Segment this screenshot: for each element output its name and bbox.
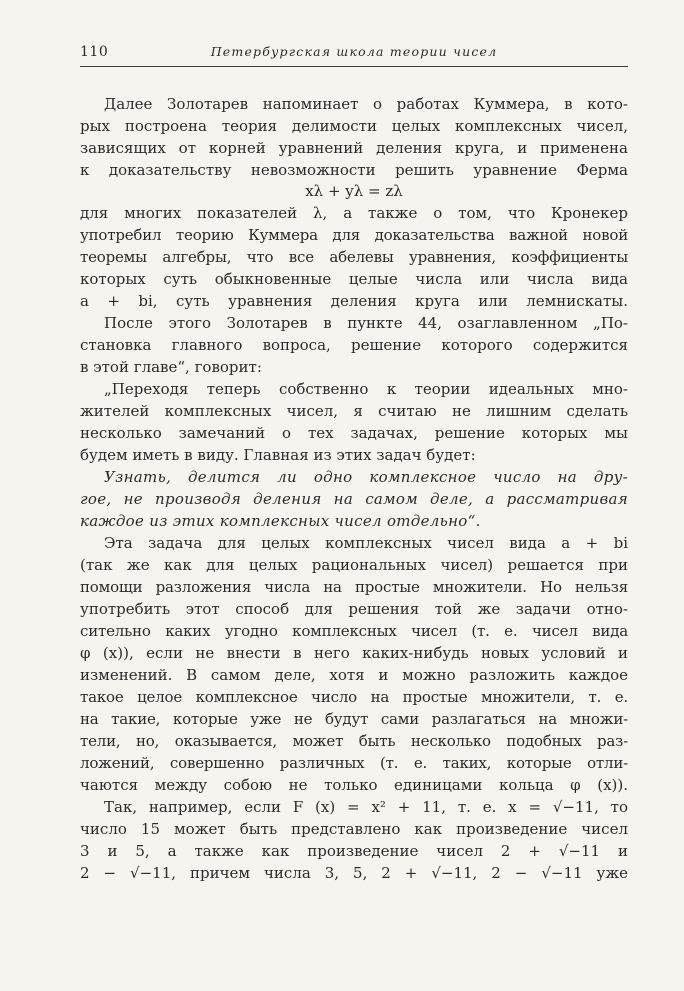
quote-line: жителей комплексных чисел, я считаю не лишним сделать [80,402,628,420]
running-title: Петербургская школа теории чисел [210,44,498,59]
text-line: на такие, которые уже не будут сами разлагаться на множи- [80,710,628,728]
text-line: После этого Золотарев в пункте 44, озаглавленном „По- [104,314,628,332]
text-line: a + bi, суть уравнения деления круга или лемнискаты. [80,292,628,310]
text-line: ложений, совершенно различных (т. е. таких, которые отли- [80,754,628,772]
text-line: 2 − √−11, причем числа 3, 5, 2 + √−11, 2 − √−11 уже [80,864,628,882]
text-line: чаются между собою не только единицами кольца φ (x)). [80,776,628,794]
italic-quote-line: Узнать, делится ли одно комплексное число на дру- [104,468,628,486]
text-line: в этой главе“, говорит: [80,358,262,376]
text-line: φ (x)), если не внести в него каких-нибудь новых условий и [80,644,628,662]
text-line: помощи разложения числа на простые множители. Но нельзя [80,578,628,596]
quote-line: „Переходя теперь собственно к теории идеальных мно- [104,380,628,398]
text-line: теоремы алгебры, что все абелевы уравнения, коэффициенты [80,248,628,266]
text-line: число 15 может быть представлено как произведение чисел [80,820,628,838]
text-line: Так, например, если F (x) = x² + 11, т. е. x = √−11, то [104,798,628,816]
text-line: сительно каких угодно комплексных чисел (т. е. чисел вида [80,622,628,640]
header-rule [80,66,628,67]
text-line: становка главного вопроса, решение которого содержится [80,336,628,354]
quote-line: несколько замечаний о тех задачах, решение которых мы [80,424,628,442]
text-line: такое целое комплексное число на простые множители, т. е. [80,688,628,706]
page-number: 110 [80,44,109,60]
formula-fermat: xλ + yλ = zλ [305,182,403,200]
text-line: 3 и 5, а также как произведение чисел 2 + √−11 и [80,842,628,860]
text-line: употребил теорию Куммера для доказательства важной новой [80,226,628,244]
text-line: Далее Золотарев напоминает о работах Куммера, в кото- [104,95,628,113]
text-line: употребить этот способ для решения той же задачи отно- [80,600,628,618]
text-line: к доказательству невозможности решить уравнение Ферма [80,161,628,179]
text-line: для многих показателей λ, а также о том, что Кронекер [80,204,628,222]
text-line: рых построена теория делимости целых комплексных чисел, [80,117,628,135]
text-line: зависящих от корней уравнений деления круга, и применена [80,139,628,157]
italic-quote-line: гое, не производя деления на самом деле, а рассматривая [80,490,628,508]
text-line: (так же как для целых рациональных чисел) решается при [80,556,628,574]
text-line: тели, но, оказывается, может быть несколько подобных раз- [80,732,628,750]
italic-quote-line: каждое из этих комплексных чисел отдельно“. [80,512,481,530]
quote-line: будем иметь в виду. Главная из этих задач будет: [80,446,476,464]
text-line: Эта задача для целых комплексных чисел вида a + bi [104,534,628,552]
text-line: изменений. В самом деле, хотя и можно разложить каждое [80,666,628,684]
page-header [80,40,628,62]
text-line: которых суть обыкновенные целые числа или числа вида [80,270,628,288]
